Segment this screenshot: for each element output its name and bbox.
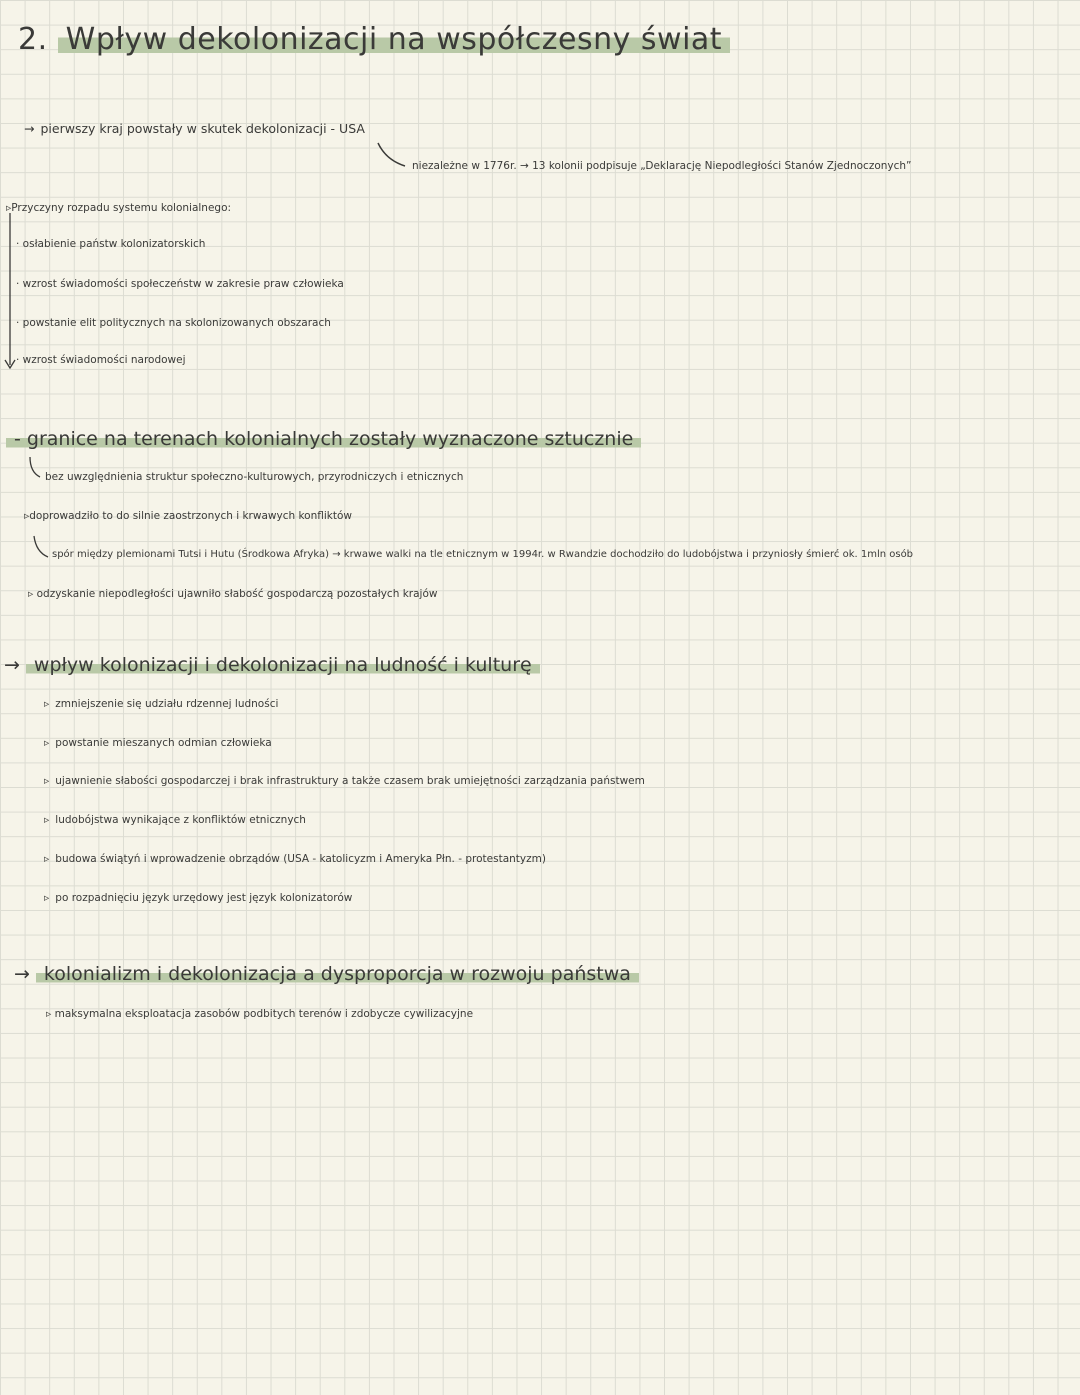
cause-item: · wzrost świadomości narodowej xyxy=(16,354,186,366)
hook-arrow-icon xyxy=(30,457,40,477)
arrow-right-icon: → xyxy=(4,654,20,676)
impact-item xyxy=(44,775,645,787)
triangle-bullet-icon: ▹ xyxy=(44,853,50,865)
colonialism-heading xyxy=(14,963,639,985)
borders-heading xyxy=(6,428,641,450)
colonialism-heading-text: kolonializm i dekolonizacja a dysproporcja w rozwoju państwa xyxy=(36,963,639,985)
impact-item-text: powstanie mieszanych odmian człowieka xyxy=(55,737,272,749)
impact-item xyxy=(44,853,546,865)
causes-heading: ▹Przyczyny rozpadu systemu kolonialnego: xyxy=(6,202,232,214)
impact-item-text: budowa świątyń i wprowadzenie obrządów (USA - katolicyzm i Ameryka Płn. - protestantyzm) xyxy=(55,853,546,865)
impact-item xyxy=(44,698,278,710)
down-arrow-icon xyxy=(5,360,15,368)
arrow-right-icon: → xyxy=(332,549,341,560)
title-number: 2. xyxy=(18,22,48,57)
impact-item xyxy=(44,737,272,749)
cause-item: · wzrost świadomości społeczeństw w zakresie praw człowieka xyxy=(16,278,344,290)
triangle-bullet-icon: ▹ xyxy=(44,737,50,749)
triangle-bullet-icon: ▹ xyxy=(44,698,50,710)
curved-arrow-icon xyxy=(378,143,405,166)
impact-item xyxy=(44,892,352,904)
cause-item: · osłabienie państw kolonizatorskich xyxy=(16,238,206,250)
conflict-a: spór między plemionami Tutsi i Hutu (Środkowa Afryka) xyxy=(52,549,330,560)
usa-text: pierwszy kraj powstały w skutek dekolonizacji - USA xyxy=(40,121,365,136)
conflict-line xyxy=(52,549,913,560)
impact-item xyxy=(44,814,306,826)
colonialism-item: ▹ maksymalna eksploatacja zasobów podbitych terenów i zdobycze cywilizacyjne xyxy=(46,1008,474,1020)
triangle-bullet-icon: ▹ xyxy=(44,775,50,787)
title-text: Wpływ dekolonizacji na współczesny świat xyxy=(58,22,730,57)
page-title xyxy=(18,22,730,57)
borders-sub: ▹doprowadziło to do silnie zaostrzonych i krwawych konfliktów xyxy=(24,510,352,522)
arrow-right-icon: → xyxy=(14,963,30,985)
impact-heading-text: wpływ kolonizacji i dekolonizacji na ludność i kulturę xyxy=(26,654,540,676)
usa-line xyxy=(24,121,365,136)
borders-heading-text: - granice na terenach kolonialnych zostały wyznaczone sztucznie xyxy=(6,428,641,450)
conflict-b: krwawe walki na tle etnicznym w 1994r. w Rwandzie dochodziło do ludobójstwa i przyniosły śmierć ok. 1mln osób xyxy=(343,549,914,560)
borders-sub: bez uwzględnienia struktur społeczno-kulturowych, przyrodniczych i etnicznych xyxy=(45,471,464,483)
hook-arrow-icon xyxy=(34,536,48,557)
borders-sub: ▹ odzyskanie niepodległości ujawniło słabość gospodarczą pozostałych krajów xyxy=(28,588,438,600)
impact-item-text: zmniejszenie się udziału rdzennej ludności xyxy=(55,698,279,710)
impact-heading xyxy=(4,654,540,676)
impact-item-text: ujawnienie słabości gospodarczej i brak infrastruktury a także czasem brak umiejętności zarządzania państwem xyxy=(55,775,645,787)
cause-item: · powstanie elit politycznych na skolonizowanych obszarach xyxy=(16,317,331,329)
usa-sub: niezależne w 1776r. → 13 kolonii podpisuje „Deklarację Niepodległości Stanów Zjednoczonych” xyxy=(412,160,912,172)
arrow-right-icon: → xyxy=(24,121,35,136)
impact-item-text: ludobójstwa wynikające z konfliktów etnicznych xyxy=(55,814,306,826)
triangle-bullet-icon: ▹ xyxy=(44,814,50,826)
impact-item-text: po rozpadnięciu język urzędowy jest język kolonizatorów xyxy=(55,892,353,904)
triangle-bullet-icon: ▹ xyxy=(44,892,50,904)
